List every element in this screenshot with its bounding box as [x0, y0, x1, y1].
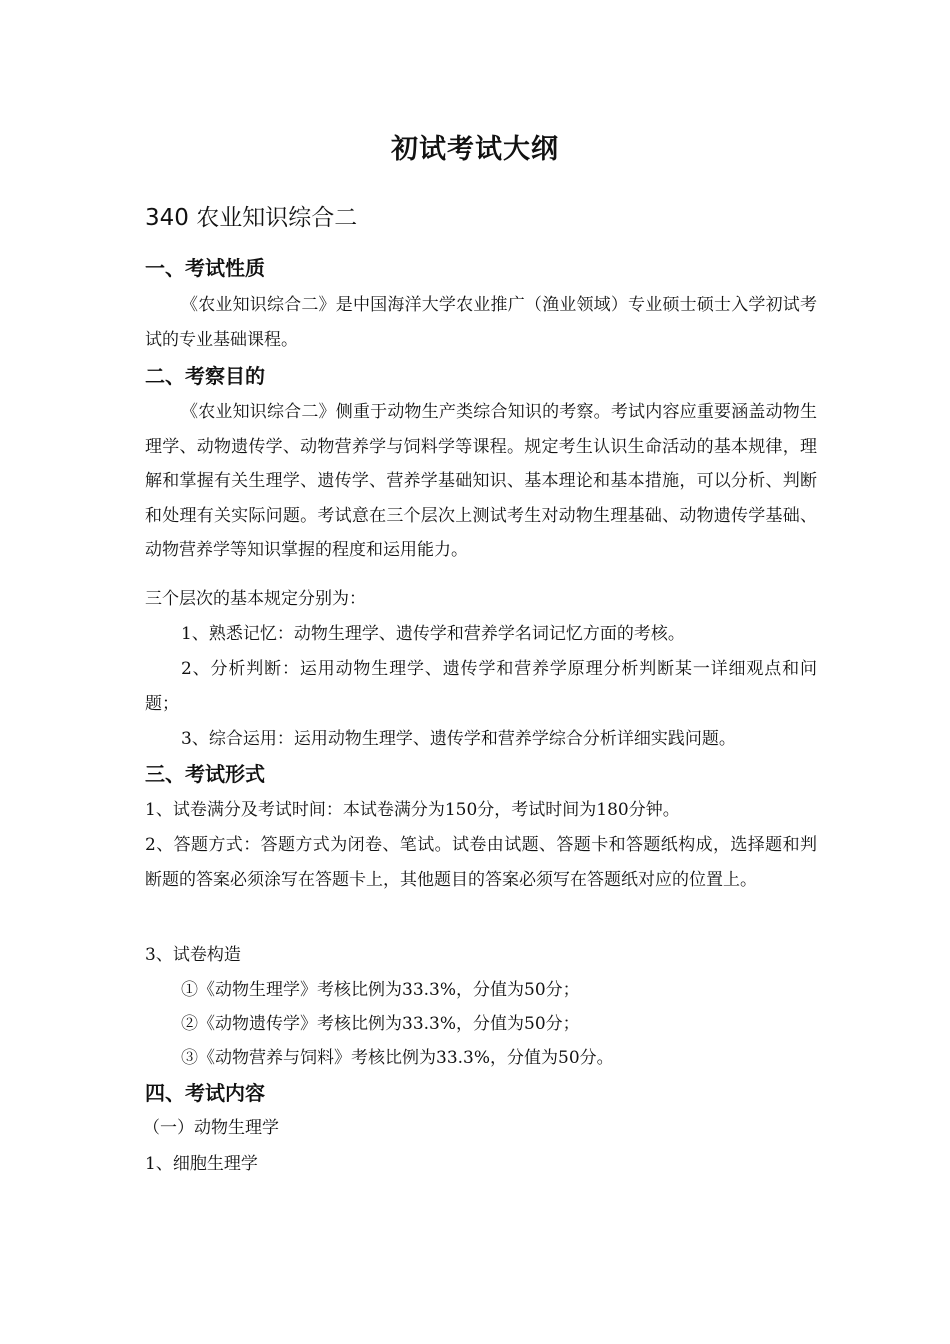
- format-item-3: 3、试卷构造: [145, 945, 241, 965]
- level-item-2: 2、分析判断：运用动物生理学、遗传学和营养学原理分析判断某一详细观点和问题；: [145, 659, 817, 714]
- format-item-1: 1、试卷满分及考试时间：本试卷满分为150分，考试时间为180分钟。: [145, 800, 680, 820]
- format-item-2: 2、答题方式：答题方式为闭卷、笔试。试卷由试题、答题卡和答题纸构成，选择题和判断题的答案必须涂写在答题卡上，其他题目的答案必须写在答题纸对应的位置上。: [145, 835, 817, 890]
- course-title: 340 农业知识综合二: [145, 205, 358, 231]
- paper-part-3: ③《动物营养与饲料》考核比例为33.3%，分值为50分。: [181, 1048, 614, 1068]
- document-title: 初试考试大纲: [391, 134, 559, 165]
- section-heading-exam-nature: 一、考试性质: [145, 256, 265, 280]
- level-item-1: 1、熟悉记忆：动物生理学、遗传学和营养学名词记忆方面的考核。: [181, 624, 685, 644]
- paper-part-1: ①《动物生理学》考核比例为33.3%，分值为50分；: [181, 980, 580, 1000]
- level-item-3: 3、综合运用：运用动物生理学、遗传学和营养学综合分析详细实践问题。: [181, 729, 736, 749]
- levels-intro: 三个层次的基本规定分别为：: [145, 589, 366, 609]
- paper-part-2: ②《动物遗传学》考核比例为33.3%，分值为50分；: [181, 1014, 580, 1034]
- section-body-exam-purpose: 《农业知识综合二》侧重于动物生产类综合知识的考察。考试内容应重要涵盖动物生理学、动物遗传学、动物营养学与饲料学等课程。规定考生认识生命活动的基本规律，理解和掌握有关生理学、遗传学、营养学基础知识、基本理论和基本措施，可以分析、判断和处理有关实际问题。考试意在三个层次上测试考生对动物生理基础、动物遗传学基础、动物营养学等知识掌握的程度和运用能力。: [145, 402, 817, 560]
- section-body-exam-nature: 《农业知识综合二》是中国海洋大学农业推广（渔业领域）专业硕士硕士入学初试考试的专业基础课程。: [145, 295, 817, 350]
- section-heading-exam-format: 三、考试形式: [145, 762, 265, 786]
- section-heading-exam-content: 四、考试内容: [145, 1081, 265, 1105]
- section-heading-exam-purpose: 二、考察目的: [145, 364, 265, 388]
- content-subsection-1: （一）动物生理学: [143, 1118, 279, 1138]
- content-subsection-1-item-1: 1、细胞生理学: [145, 1154, 258, 1174]
